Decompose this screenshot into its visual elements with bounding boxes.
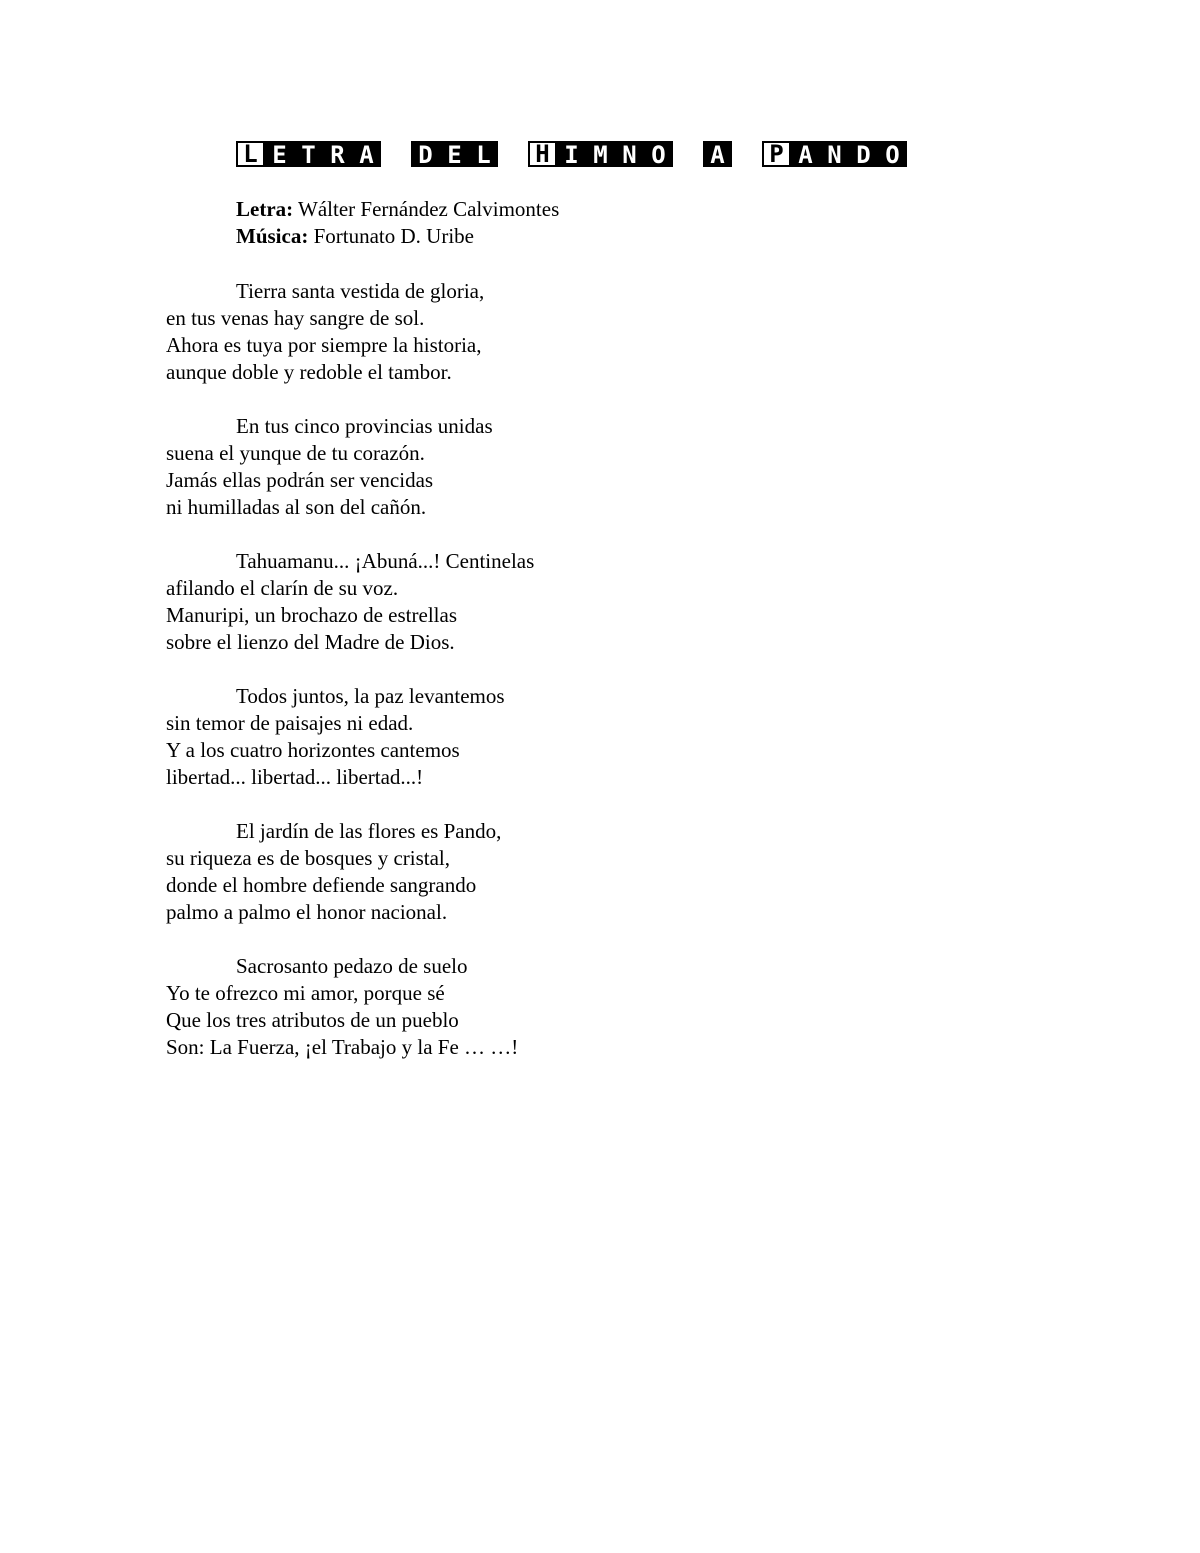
title-letter: O	[644, 141, 673, 167]
title-letter: N	[615, 141, 644, 167]
music-credit	[236, 223, 559, 250]
verse-line: suena el yunque de tu corazón.	[166, 441, 425, 465]
title-letter: N	[820, 141, 849, 167]
verse-line: En tus cinco provincias unidas	[236, 414, 493, 438]
lyrics-author: Wálter Fernández Calvimontes	[293, 197, 560, 221]
title-letter: L	[236, 141, 265, 167]
verse-line: Sacrosanto pedazo de suelo	[236, 954, 468, 978]
title-letter: T	[294, 141, 323, 167]
title-letter: P	[762, 141, 791, 167]
title-word-himno	[528, 141, 673, 167]
title-letter: R	[323, 141, 352, 167]
title-letter: E	[440, 141, 469, 167]
verse-line: Tahuamanu... ¡Abuná...! Centinelas	[236, 549, 535, 573]
title-word-letra	[236, 141, 381, 167]
music-label: Música:	[236, 224, 309, 248]
verse-line: libertad... libertad... libertad...!	[166, 765, 424, 789]
title-word-pando	[762, 141, 907, 167]
page-title	[236, 140, 907, 168]
title-word-del	[411, 141, 498, 167]
verse-line: Tierra santa vestida de gloria,	[236, 279, 485, 303]
verse-line: Que los tres atributos de un pueblo	[166, 1008, 459, 1032]
title-letter: A	[791, 141, 820, 167]
music-author: Fortunato D. Uribe	[308, 224, 474, 248]
verse-line: en tus venas hay sangre de sol.	[166, 306, 425, 330]
stanza-4	[166, 683, 1066, 791]
stanza-5	[166, 818, 1066, 926]
verse-line: Todos juntos, la paz levantemos	[236, 684, 505, 708]
hymn-verses	[166, 278, 1066, 1088]
verse-line: sin temor de paisajes ni edad.	[166, 711, 414, 735]
stanza-2	[166, 413, 1066, 521]
verse-line: aunque doble y redoble el tambor.	[166, 360, 452, 384]
verse-line: su riqueza es de bosques y cristal,	[166, 846, 451, 870]
verse-line: Y a los cuatro horizontes cantemos	[166, 738, 460, 762]
verse-line: afilando el clarín de su voz.	[166, 576, 399, 600]
title-letter: L	[469, 141, 498, 167]
title-letter: I	[557, 141, 586, 167]
verse-line: sobre el lienzo del Madre de Dios.	[166, 630, 455, 654]
verse-line: ni humilladas al son del cañón.	[166, 495, 427, 519]
title-letter: O	[878, 141, 907, 167]
verse-line: Son: La Fuerza, ¡el Trabajo y la Fe … …!	[166, 1035, 519, 1059]
title-letter: A	[703, 141, 732, 167]
title-word-a	[703, 141, 732, 167]
title-letter: M	[586, 141, 615, 167]
title-letter: A	[352, 141, 381, 167]
stanza-6	[166, 953, 1066, 1061]
title-letter: D	[411, 141, 440, 167]
verse-line: Ahora es tuya por siempre la historia,	[166, 333, 482, 357]
stanza-1	[166, 278, 1066, 386]
title-letter: E	[265, 141, 294, 167]
title-letter: H	[528, 141, 557, 167]
verse-line: palmo a palmo el honor nacional.	[166, 900, 448, 924]
title-letter: D	[849, 141, 878, 167]
stanza-3	[166, 548, 1066, 656]
credits-block	[236, 196, 559, 250]
lyrics-credit	[236, 196, 559, 223]
verse-line: donde el hombre defiende sangrando	[166, 873, 477, 897]
verse-line: Jamás ellas podrán ser vencidas	[166, 468, 434, 492]
lyrics-label: Letra:	[236, 197, 294, 221]
verse-line: El jardín de las flores es Pando,	[236, 819, 502, 843]
verse-line: Manuripi, un brochazo de estrellas	[166, 603, 457, 627]
verse-line: Yo te ofrezco mi amor, porque sé	[166, 981, 445, 1005]
